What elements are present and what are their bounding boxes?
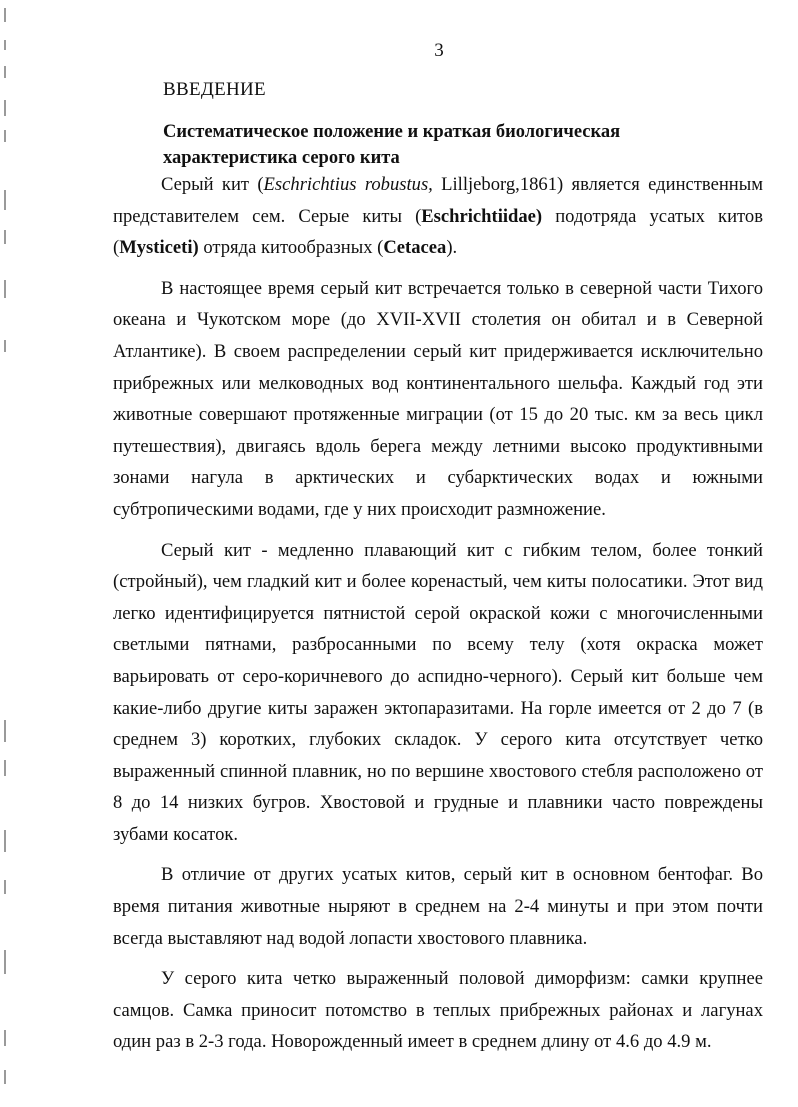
p1-text-2: Lilljeborg,1861) является единственным представителем сем. Серые киты ( — [113, 174, 763, 227]
p1-text-5: ). — [446, 237, 458, 259]
body-text — [113, 169, 763, 1058]
paragraph-3: Серый кит - медленно плавающий кит с гибким телом, более тонкий (стройный), чем гладкий кит и более коренастый, чем киты полосатики. Этот вид легко идентифицируется пятнистой серой окраской кожи с многочисленными светлыми пятнами, разбросанными по всему телу (хотя окраска может варьировать от серо-коричневого до аспидно-черного). Серый кит больше чем какие-либо другие киты заражен эктопаразитами. На горле имеется от 2 до 7 (в среднем 3) коротких, глубоких складок. У серого кита отсутствует четко выраженный спинной плавник, но по вершине хвостового стебля расположено от 8 до 14 низких бугров. Хвостовой и грудные и плавники часто повреждены зубами косаток. — [113, 539, 763, 845]
paragraph-1 — [113, 169, 763, 264]
section-title: Систематическое положение и краткая биологическая характеристика серого кита — [163, 122, 621, 168]
scan-edge-marks — [0, 0, 14, 1107]
paragraph-2: В настоящее время серый кит встречается только в северной части Тихого океана и Чукотском море (до XVII-XVII столетия он обитал и в Северной Атлантике). В своем распределении серый кит придерживается исключительно прибрежных или мелководных вод континентального шельфа. Каждый год эти животные совершают протяженные миграции (от 15 до 20 тыс. км за весь цикл путешествия), двигаясь вдоль берега между летними высоко продуктивными зонами нагула в арктических и субарктических водах и южными субтропическими водами, где у них происходит размножение. — [113, 277, 763, 520]
species-name: Eschrichtius robustus, — [263, 174, 433, 195]
heading-introduction: ВВЕДЕНИЕ — [163, 79, 266, 100]
page-number: 3 — [434, 40, 444, 61]
paragraph-5: У серого кита четко выраженный половой диморфизм: самки крупнее самцов. Самка приносит потомство в теплых прибрежных районах и лагунах один раз в 2-3 года. Новорожденный имеет в среднем длину от 4.6 до 4.9 м. — [113, 968, 763, 1053]
paragraph-4: В отличие от других усатых китов, серый кит в основном бентофаг. Во время питания животные ныряют в среднем на 2-4 минуты и при этом почти всегда выставляют над водой лопасти хвостового плавника. — [113, 864, 763, 949]
order-name: Cetacea — [383, 237, 447, 259]
suborder-name: Mysticeti) — [119, 237, 199, 259]
p1-text-1: Серый кит ( — [161, 174, 264, 195]
p1-text-4: отряда китообразных ( — [198, 237, 384, 259]
p1-text-3: подотряда усатых китов ( — [113, 205, 763, 259]
family-name: Eschrichtiidae) — [421, 205, 543, 227]
